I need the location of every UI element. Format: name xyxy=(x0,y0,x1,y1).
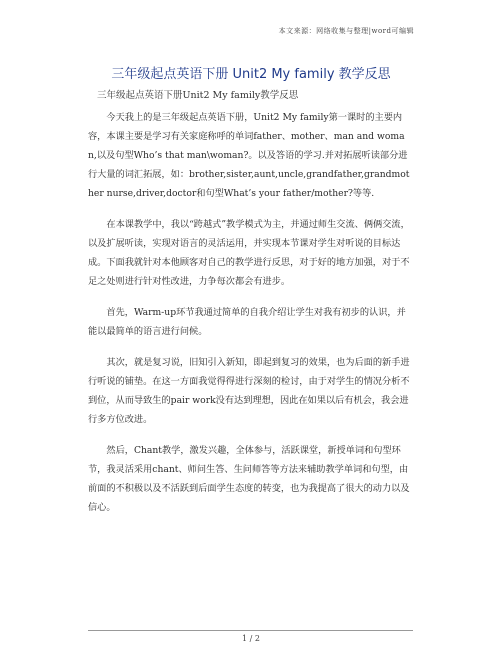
page-number: 1 / 2 xyxy=(242,634,260,643)
paragraph: 在本课教学中，我以“跨越式”教学模式为主，并通过师生交流、俩俩交流，以及扩展听读，实现对语言的灵活运用，并实现本节课对学生对听说的目标达成。下面我就针对本他顾客对自己的教学进行反思，对于好的地方加强，对于不足之处则进行针对性改进，力争每次都会有进步。 xyxy=(88,219,410,287)
paragraph: 首先，Warm-up环节我通过简单的自我介绍让学生对我有初步的认识，并能以最简单的语言进行问候。 xyxy=(88,307,406,337)
paragraph: 然后，Chant教学，激发兴趣，全体参与，活跃课堂，新授单词和句型环节，我灵活采用chant、师问生答、生问师答等方法来辅助教学单词和句型，由前面的不积极以及不活跃到后面学生态度的转变，也为我提高了很大的动力以及信心。 xyxy=(88,445,410,513)
source-note: 本文来源：网络收集与整理|word可编辑 xyxy=(278,27,414,35)
document-subtitle: 三年级起点英语下册Unit2 My family教学反思 xyxy=(97,90,299,101)
paragraph: 其次，就是复习说，旧知引入新知，即起到复习的效果，也为后面的新手进行听说的铺垫。在这一方面我觉得得进行深刻的检讨，由于对学生的情况分析不到位，从而导致生的pair work没有达到理想，因此在如果以后有机会，我会进行多方位改进。 xyxy=(88,357,410,425)
paragraph: 今天我上的是三年级起点英语下册，Unit2 My family第一课时的主要内容，本课主要是学习有关家庭称呼的单词father、mother、man and woman,以及句型Who’s that man\woman?。以及答语的学习.并对拓展听读部分进行大量的词汇拓展，如：brother,sister,aunt,uncle,grandfather,grandmother nurse,driver,doctor和句型What’s your father/mother?等等. xyxy=(88,112,410,199)
document-body xyxy=(88,108,413,529)
document-title: 三年级起点英语下册 Unit2 My family 教学反思 xyxy=(111,67,391,82)
footer-divider xyxy=(88,630,413,631)
